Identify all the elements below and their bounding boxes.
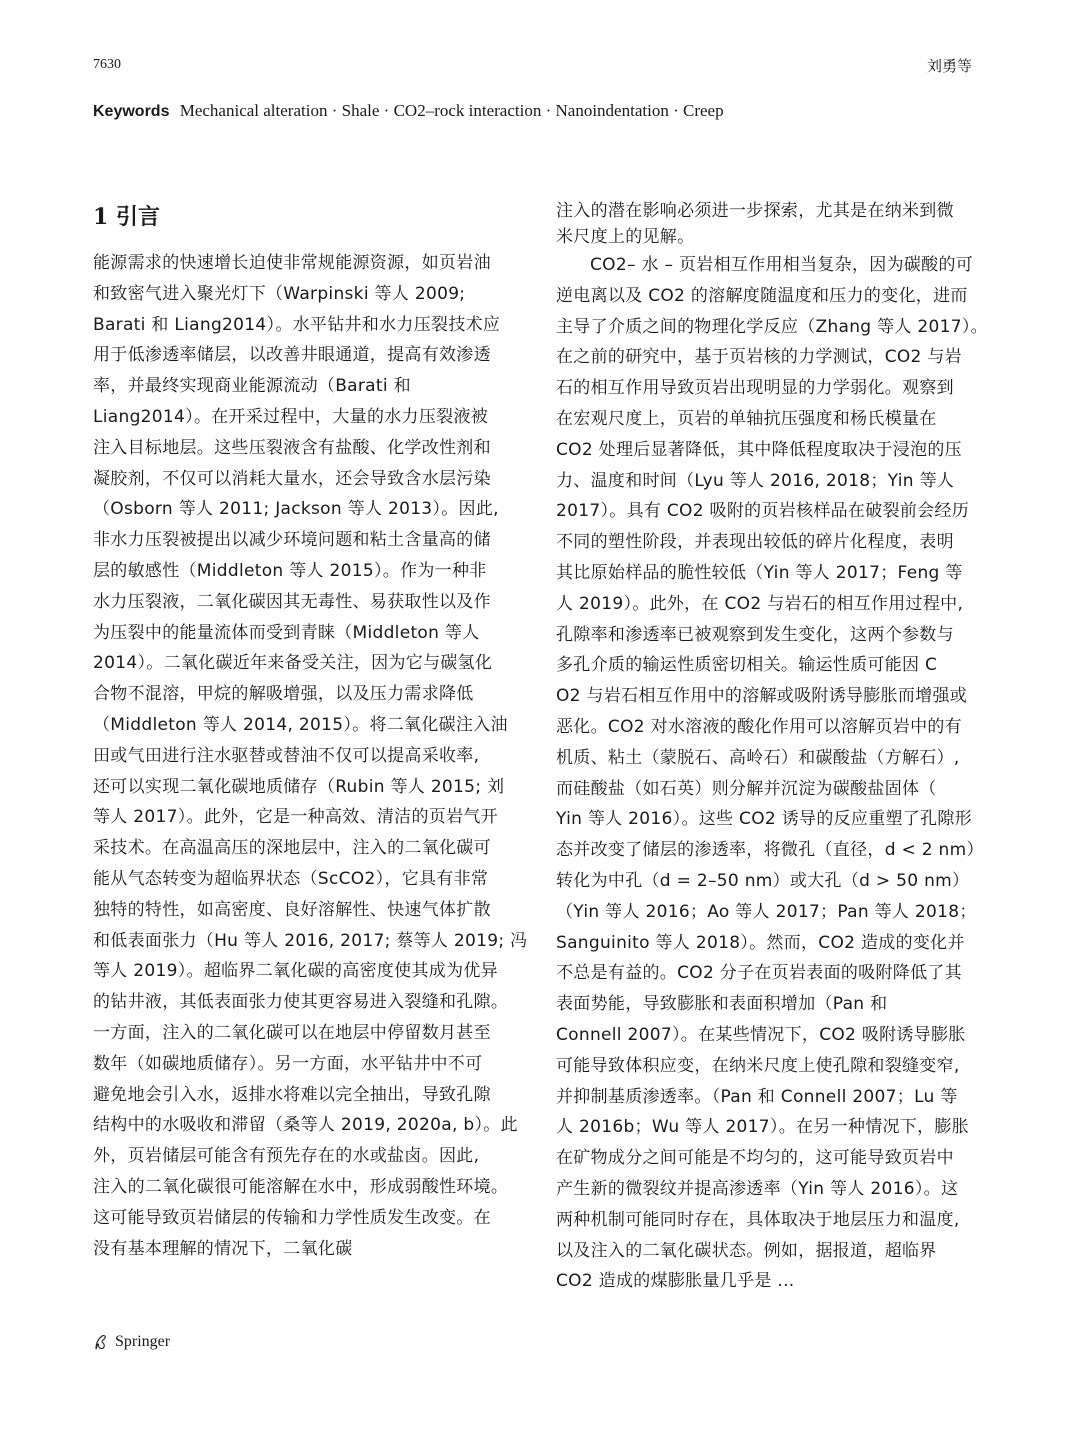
text-line: 不同的塑性阶段，并表现出较低的碎片化程度，表明	[556, 532, 954, 553]
text-line: Connell 2007）。在某些情况下，CO2 吸附诱导膨胀	[556, 1024, 966, 1045]
running-head: 刘勇等	[926, 57, 972, 75]
text-line: 一方面，注入的二氧化碳可以在地层中停留数月甚至	[93, 1022, 491, 1043]
right-column	[556, 198, 992, 1297]
text-line: 人 2019）。此外，在 CO2 与岩石的相互作用过程中,	[556, 593, 964, 614]
keyword-item: Nanoindentation	[555, 101, 669, 120]
text-line: Barati 和 Liang2014）。水平钻井和水力压裂技术应	[93, 314, 501, 335]
text-line: 以及注入的二氧化碳状态。例如，据报道，超临界	[556, 1240, 937, 1261]
text-line: 人 2016b；Wu 等人 2017）。在另一种情况下，膨胀	[556, 1117, 970, 1138]
text-line: 注入的二氧化碳很可能溶解在水中，形成弱酸性环境。	[93, 1176, 509, 1197]
text-line: 不总是有益的。CO2 分子在页岩表面的吸附降低了其	[556, 963, 962, 984]
text-line: 能源需求的快速增长迫使非常规能源资源，如页岩油	[93, 253, 491, 273]
text-line: （Osborn 等人 2011; Jackson 等人 2013）。因此,	[93, 499, 499, 520]
text-line: 凝胶剂，不仅可以消耗大量水，还会导致含水层污染	[93, 468, 491, 489]
text-line: 田或气田进行注水驱替或替油不仅可以提高采收率,	[93, 745, 480, 766]
text-line: 转化为中孔（d = 2–50 nm）或大孔（d > 50 nm）	[556, 870, 970, 891]
text-line: 水力压裂液，二氧化碳因其无毒性、易获取性以及作	[93, 591, 491, 612]
text-line: 在宏观尺度上，页岩的单轴抗压强度和杨氏模量在	[556, 408, 937, 429]
keyword-item: Creep	[683, 101, 724, 120]
text-line: 并抑制基质渗透率。（Pan 和 Connell 2007；Lu 等	[556, 1086, 958, 1107]
text-line: 等人 2017）。此外，它是一种高效、清洁的页岩气开	[93, 807, 498, 828]
text-line: 的钻井液，其低表面张力使其更容易进入裂缝和孔隙。	[93, 992, 509, 1013]
text-line: 机质、粘土（蒙脱石、高岭石）和碳酸盐（方解石）,	[556, 747, 960, 768]
footer	[93, 1333, 170, 1351]
page-number: 7630	[93, 57, 121, 72]
text-line: 层的敏感性（Middleton 等人 2015）。作为一种非	[93, 560, 487, 581]
text-line: 为压裂中的能量流体而受到青睐（Middleton 等人	[93, 622, 480, 643]
text-line: O2 与岩石相互作用中的溶解或吸附诱导膨胀而增强或	[556, 686, 968, 707]
text-line: 石的相互作用导致页岩出现明显的力学弱化。观察到	[556, 378, 954, 399]
text-line: 主导了介质之间的物理化学反应（Zhang 等人 2017）。	[556, 316, 988, 337]
keyword-item: CO2–rock interaction	[393, 101, 542, 120]
text-line: 其比原始样品的脆性较低（Yin 等人 2017；Feng 等	[556, 562, 963, 583]
text-line: Sanguinito 等人 2018）。然而，CO2 造成的变化并	[556, 932, 965, 953]
text-line: 外，页岩储层可能含有预先存在的水或盐卤。因此,	[93, 1146, 480, 1167]
text-line: CO2– 水 – 页岩相互作用相当复杂，因为碳酸的可	[590, 255, 974, 275]
text-line: 还可以实现二氧化碳地质储存（Rubin 等人 2015; 刘	[93, 776, 505, 797]
text-line: CO2 处理后显著降低，其中降低程度取决于浸泡的压	[556, 439, 962, 460]
publisher-name: Springer	[115, 1333, 171, 1350]
text-line: 用于低渗透率储层，以改善井眼通道，提高有效渗透	[93, 345, 491, 366]
keyword-item: Shale	[341, 101, 380, 120]
text-line: 采技术。在高温高压的深地层中，注入的二氧化碳可	[93, 838, 491, 859]
text-line: 和低表面张力（Hu 等人 2016, 2017; 蔡等人 2019; 冯	[93, 930, 528, 951]
text-line: 率，并最终实现商业能源流动（Barati 和	[93, 376, 411, 397]
text-line: 而硅酸盐（如石英）则分解并沉淀为碳酸盐固体（	[556, 778, 937, 799]
text-line: Liang2014）。在开采过程中，大量的水力压裂液被	[93, 406, 489, 427]
section-heading: 1 引言	[93, 204, 160, 230]
text-line: 态并改变了储层的渗透率，将微孔（直径，d < 2 nm）	[556, 840, 984, 861]
text-line: 结构中的水吸收和滞留（桑等人 2019, 2020a, b）。此	[93, 1115, 518, 1136]
text-line: 合物不混溶，甲烷的解吸增强，以及压力需求降低	[93, 684, 474, 705]
text-line: 2017）。具有 CO2 吸附的页岩核样品在破裂前会经历	[556, 501, 970, 522]
text-line: 恶化。CO2 对水溶液的酸化作用可以溶解页岩中的有	[556, 716, 962, 737]
text-line: 在之前的研究中，基于页岩核的力学测试，CO2 与岩	[556, 347, 962, 368]
text-line: 逆电离以及 CO2 的溶解度随温度和压力的变化，进而	[556, 285, 968, 306]
text-line: 表面势能，导致膨胀和表面积增加（Pan 和	[556, 994, 888, 1015]
text-line: Yin 等人 2016）。这些 CO2 诱导的反应重塑了孔隙形	[556, 809, 973, 830]
text-line: （Yin 等人 2016；Ao 等人 2017；Pan 等人 2018；	[556, 901, 977, 922]
text-line: 力、温度和时间（Lyu 等人 2016, 2018；Yin 等人	[556, 470, 955, 491]
text-line: 可能导致体积应变，在纳米尺度上使孔隙和裂缝变窄,	[556, 1055, 960, 1076]
text-line: 两种机制可能同时存在，具体取决于地层压力和温度,	[556, 1209, 960, 1230]
text-line: 在矿物成分之间可能是不均匀的，这可能导致页岩中	[556, 1148, 954, 1169]
text-line: 多孔介质的输运性质密切相关。输运性质可能因 C	[556, 655, 938, 676]
text-line: 产生新的微裂纹并提高渗透率（Yin 等人 2016）。这	[556, 1178, 959, 1199]
text-line: 注入目标地层。这些压裂液含有盐酸、化学改性剂和	[93, 437, 491, 458]
text-line: 和致密气进入聚光灯下（Warpinski 等人 2009;	[93, 283, 466, 304]
text-line: 避免地会引入水，返排水将难以完全抽出，导致孔隙	[93, 1084, 491, 1105]
text-line: 注入的潜在影响必须进一步探索，尤其是在纳米到微	[556, 201, 954, 221]
text-line: 米尺度上的见解。	[556, 227, 695, 247]
text-line: 等人 2019）。超临界二氧化碳的高密度使其成为优异	[93, 961, 498, 982]
text-line: 孔隙率和渗透率已被观察到发生变化，这两个参数与	[556, 624, 954, 645]
springer-horse-icon	[93, 1333, 109, 1351]
text-line: 能从气态转变为超临界状态（ScCO2），它具有非常	[93, 868, 489, 889]
text-line: 独特的特性，如高密度、良好溶解性、快速气体扩散	[93, 899, 491, 920]
text-line: CO2 造成的煤膨胀量几乎是 ...	[556, 1271, 795, 1292]
keywords-label: Keywords	[93, 103, 170, 120]
text-line: 2014）。二氧化碳近年来备受关注，因为它与碳氢化	[93, 653, 493, 674]
text-line: 这可能导致页岩储层的传输和力学性质发生改变。在	[93, 1207, 491, 1228]
text-line: 非水力压裂被提出以减少环境问题和粘土含量高的储	[93, 530, 491, 551]
left-column	[93, 248, 528, 1264]
text-line: 没有基本理解的情况下，二氧化碳	[93, 1238, 353, 1259]
keywords-line: Keywords Mechanical alteration · Shale · CO2–rock interaction · Nanoindentation · Creep	[93, 101, 724, 120]
keyword-item: Mechanical alteration	[179, 101, 328, 120]
text-line: （Middleton 等人 2014, 2015）。将二氧化碳注入油	[93, 714, 508, 735]
text-line: 数年（如碳地质储存）。另一方面，水平钻井中不可	[93, 1053, 483, 1074]
